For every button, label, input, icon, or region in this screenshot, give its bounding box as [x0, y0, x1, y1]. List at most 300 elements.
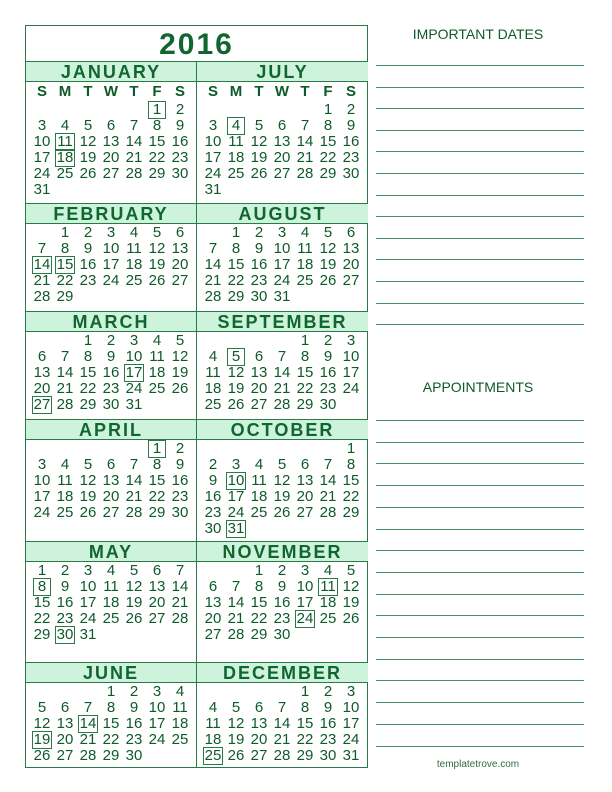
calendar-date: 30 [250, 288, 268, 305]
weekday-label: F [152, 83, 162, 100]
month-name: JULY [197, 61, 368, 82]
month-november [197, 541, 368, 662]
calendar-date: 22 [56, 272, 74, 289]
calendar-date: 3 [346, 683, 356, 700]
weekday-label: S [174, 83, 185, 100]
calendar-date: 26 [342, 610, 360, 627]
calendar-date: 12 [319, 240, 337, 257]
calendar-date: 22 [342, 488, 360, 505]
calendar-date: 4 [129, 224, 139, 241]
calendar-date: 20 [250, 380, 268, 397]
month-august [197, 203, 368, 311]
calendar-date: 27 [102, 165, 120, 182]
calendar-date: 8 [152, 117, 162, 134]
calendar-date: 19 [319, 256, 337, 273]
month-february [26, 203, 196, 311]
calendar-date: 11 [103, 578, 119, 595]
calendar-date: 7 [231, 578, 241, 595]
calendar-date: 3 [300, 562, 310, 579]
calendar-date: 26 [148, 272, 166, 289]
calendar-date: 5 [175, 332, 185, 349]
calendar-date: 10 [33, 133, 51, 150]
calendar-date: 16 [56, 594, 74, 611]
write-line [376, 529, 584, 530]
calendar-date: 26 [79, 504, 97, 521]
calendar-date: 13 [342, 240, 360, 257]
calendar-date: 24 [33, 165, 51, 182]
calendar-date: 18 [56, 488, 74, 505]
calendar-date: 4 [152, 332, 162, 349]
calendar-date: 20 [102, 149, 120, 166]
calendar-date: 8 [231, 240, 241, 257]
calendar-date: 11 [228, 133, 244, 150]
weekday-label: F [323, 83, 333, 100]
calendar-date: 27 [102, 504, 120, 521]
calendar-date: 2 [277, 562, 287, 579]
calendar-date: 1 [346, 440, 356, 457]
calendar-date: 31 [204, 181, 222, 198]
calendar-date: 10 [296, 578, 314, 595]
weekday-label: M [229, 83, 243, 100]
calendar-date: 26 [33, 747, 51, 764]
calendar-date: 17 [79, 594, 97, 611]
calendar-date: 16 [79, 256, 97, 273]
write-line [376, 659, 584, 660]
appointments-title: APPOINTMENTS [422, 379, 534, 395]
calendar-date: 30 [204, 520, 222, 537]
calendar-date: 10 [79, 578, 97, 595]
calendar-date: 7 [323, 456, 333, 473]
calendar-date: 12 [79, 472, 97, 489]
calendar-date: 21 [79, 731, 97, 748]
calendar-date: 12 [273, 472, 291, 489]
calendar-date: 8 [152, 456, 162, 473]
calendar-date: 9 [323, 699, 333, 716]
calendar-date: 7 [208, 240, 218, 257]
calendar-date: 9 [175, 117, 185, 134]
calendar-date: 20 [296, 488, 314, 505]
calendar-date: 29 [79, 396, 97, 413]
month-january [26, 61, 196, 203]
calendar-date: 18 [125, 256, 143, 273]
calendar-date: 14 [273, 715, 291, 732]
calendar-date: 30 [273, 626, 291, 643]
calendar-date: 27 [250, 747, 268, 764]
calendar-date: 19 [125, 594, 143, 611]
calendar-date: 26 [125, 610, 143, 627]
calendar-date: 22 [296, 380, 314, 397]
calendar-date: 28 [273, 396, 291, 413]
write-line [376, 702, 584, 703]
calendar-date: 16 [250, 256, 268, 273]
calendar-date: 13 [148, 578, 166, 595]
calendar-date: 3 [83, 562, 93, 579]
calendar-date: 7 [277, 699, 287, 716]
write-line [376, 507, 584, 508]
write-line [376, 65, 584, 66]
calendar-date: 5 [83, 456, 93, 473]
calendar-date: 9 [254, 240, 264, 257]
calendar-date: 17 [227, 488, 245, 505]
calendar-date: 10 [342, 699, 360, 716]
calendar-date: 2 [175, 101, 185, 118]
calendar-date: 6 [277, 117, 287, 134]
calendar-date: 3 [152, 683, 162, 700]
highlighted-date: 1 [147, 102, 167, 118]
calendar-date: 21 [273, 731, 291, 748]
calendar-date: 16 [125, 715, 143, 732]
calendar-date: 15 [148, 472, 166, 489]
calendar-date: 2 [175, 440, 185, 457]
calendar-date: 2 [254, 224, 264, 241]
calendar-date: 26 [319, 272, 337, 289]
calendar-date: 25 [204, 396, 222, 413]
calendar-date: 9 [83, 240, 93, 257]
calendar-date: 22 [79, 380, 97, 397]
calendar-date: 26 [79, 165, 97, 182]
calendar-date: 29 [148, 504, 166, 521]
calendar-date: 16 [273, 594, 291, 611]
write-line [376, 195, 584, 196]
calendar-date: 23 [102, 380, 120, 397]
calendar-date: 7 [60, 348, 70, 365]
calendar-date: 16 [319, 364, 337, 381]
calendar-date: 4 [60, 117, 70, 134]
calendar-date: 5 [152, 224, 162, 241]
calendar-date: 3 [37, 456, 47, 473]
calendar-date: 23 [342, 149, 360, 166]
calendar-date: 16 [171, 472, 189, 489]
month-name: NOVEMBER [197, 541, 368, 562]
calendar-date: 7 [300, 117, 310, 134]
calendar-date: 3 [37, 117, 47, 134]
calendar-date: 16 [204, 488, 222, 505]
calendar-date: 23 [204, 504, 222, 521]
weekday-label: T [254, 83, 264, 100]
calendar-date: 31 [342, 747, 360, 764]
calendar-date: 15 [250, 594, 268, 611]
calendar-date: 29 [342, 504, 360, 521]
write-line [376, 238, 584, 239]
calendar-date: 15 [319, 133, 337, 150]
month-name: AUGUST [197, 203, 368, 224]
calendar-date: 22 [102, 731, 120, 748]
calendar-date: 4 [300, 224, 310, 241]
calendar-date: 21 [125, 488, 143, 505]
calendar-date: 21 [227, 610, 245, 627]
calendar-date: 4 [175, 683, 185, 700]
calendar-date: 24 [125, 380, 143, 397]
calendar-date: 19 [171, 364, 189, 381]
calendar-date: 5 [323, 224, 333, 241]
calendar-date: 1 [83, 332, 93, 349]
calendar-date: 9 [277, 578, 287, 595]
write-line [376, 87, 584, 88]
band-divider [26, 203, 367, 204]
highlighted-date: 19 [33, 731, 51, 748]
write-line [376, 724, 584, 725]
calendar-date: 18 [171, 715, 189, 732]
calendar-date: 6 [106, 117, 116, 134]
calendar-date: 30 [319, 747, 337, 764]
calendar-date: 24 [273, 272, 291, 289]
calendar-date: 10 [342, 348, 360, 365]
calendar-date: 17 [273, 256, 291, 273]
calendar-date: 29 [33, 626, 51, 643]
calendar-date: 5 [37, 699, 47, 716]
calendar-date: 24 [79, 610, 97, 627]
write-line [376, 216, 584, 217]
calendar-date: 8 [323, 117, 333, 134]
calendar-date: 26 [227, 747, 245, 764]
band-divider [26, 419, 367, 420]
calendar-date: 15 [227, 256, 245, 273]
highlighted-date: 4 [226, 118, 246, 134]
calendar-date: 2 [323, 332, 333, 349]
calendar-date: 18 [102, 594, 120, 611]
calendar-date: 13 [171, 240, 189, 257]
notes-column [372, 0, 584, 792]
calendar-date: 10 [102, 240, 120, 257]
highlighted-date: 10 [227, 472, 245, 489]
calendar-date: 28 [319, 504, 337, 521]
calendar-date: 4 [60, 456, 70, 473]
month-name: APRIL [26, 419, 196, 440]
calendar-date: 27 [56, 747, 74, 764]
calendar-date: 28 [125, 504, 143, 521]
month-april [26, 419, 196, 541]
calendar-date: 24 [102, 272, 120, 289]
calendar-date: 1 [323, 101, 333, 118]
calendar-date: 15 [296, 715, 314, 732]
calendar-date: 29 [250, 626, 268, 643]
calendar-date: 6 [152, 562, 162, 579]
calendar-date: 2 [83, 224, 93, 241]
write-line [376, 637, 584, 638]
calendar-date: 29 [56, 288, 74, 305]
calendar-date: 31 [125, 396, 143, 413]
calendar-date: 25 [171, 731, 189, 748]
calendar-date: 29 [319, 165, 337, 182]
calendar-date: 27 [171, 272, 189, 289]
calendar-date: 12 [33, 715, 51, 732]
calendar-date: 8 [346, 456, 356, 473]
calendar-date: 30 [171, 504, 189, 521]
calendar-date: 26 [273, 504, 291, 521]
calendar-date: 2 [129, 683, 139, 700]
calendar-date: 12 [342, 578, 360, 595]
calendar-date: 23 [250, 272, 268, 289]
highlighted-date: 27 [33, 396, 51, 413]
calendar-date: 14 [56, 364, 74, 381]
month-name: DECEMBER [197, 662, 368, 683]
calendar-date: 6 [175, 224, 185, 241]
calendar-date: 28 [296, 165, 314, 182]
calendar-date: 24 [204, 165, 222, 182]
write-line [376, 442, 584, 443]
calendar-date: 24 [342, 731, 360, 748]
calendar-date: 9 [60, 578, 70, 595]
calendar-date: 2 [346, 101, 356, 118]
calendar-date: 4 [208, 348, 218, 365]
calendar-date: 12 [125, 578, 143, 595]
weekday-label: W [103, 83, 119, 100]
calendar-date: 9 [175, 456, 185, 473]
month-july [197, 61, 368, 203]
calendar-date: 6 [300, 456, 310, 473]
calendar-date: 7 [37, 240, 47, 257]
calendar-date: 5 [277, 456, 287, 473]
calendar-date: 12 [148, 240, 166, 257]
highlighted-date: 8 [32, 579, 52, 595]
calendar-date: 15 [342, 472, 360, 489]
calendar-date: 15 [102, 715, 120, 732]
weekday-label: T [83, 83, 93, 100]
calendar-date: 30 [102, 396, 120, 413]
calendar-date: 28 [79, 747, 97, 764]
calendar-date: 14 [319, 472, 337, 489]
highlighted-date: 30 [56, 626, 74, 643]
calendar-date: 8 [60, 240, 70, 257]
calendar-date: 11 [297, 240, 313, 257]
calendar-date: 26 [171, 380, 189, 397]
calendar-date: 18 [296, 256, 314, 273]
calendar-date: 7 [83, 699, 93, 716]
calendar-date: 25 [296, 272, 314, 289]
calendar-date: 23 [56, 610, 74, 627]
calendar-date: 18 [148, 364, 166, 381]
calendar-date: 16 [171, 133, 189, 150]
calendar-date: 21 [296, 149, 314, 166]
calendar-date: 26 [250, 165, 268, 182]
calendar-date: 3 [129, 332, 139, 349]
calendar-date: 19 [79, 149, 97, 166]
calendar-date: 25 [227, 165, 245, 182]
calendar-date: 4 [208, 699, 218, 716]
calendar-date: 5 [83, 117, 93, 134]
calendar-date: 3 [346, 332, 356, 349]
highlighted-date: 14 [33, 256, 51, 273]
calendar-date: 24 [33, 504, 51, 521]
calendar-date: 31 [273, 288, 291, 305]
weekday-label: S [207, 83, 218, 100]
month-name: SEPTEMBER [197, 311, 368, 332]
calendar-date: 21 [56, 380, 74, 397]
calendar-date: 16 [342, 133, 360, 150]
calendar-date: 18 [204, 731, 222, 748]
calendar-date: 24 [342, 380, 360, 397]
calendar-date: 20 [148, 594, 166, 611]
calendar-date: 29 [296, 747, 314, 764]
calendar-date: 22 [33, 610, 51, 627]
highlighted-date: 24 [296, 610, 314, 627]
calendar-date: 25 [319, 610, 337, 627]
band-divider [26, 311, 367, 312]
write-line [376, 173, 584, 174]
calendar-date: 17 [204, 149, 222, 166]
calendar-date: 21 [273, 380, 291, 397]
highlighted-date: 14 [79, 715, 97, 732]
calendar-date: 11 [205, 715, 221, 732]
month-name: JANUARY [26, 61, 196, 82]
write-line [376, 259, 584, 260]
calendar-date: 20 [273, 149, 291, 166]
calendar-date: 29 [102, 747, 120, 764]
calendar-date: 21 [319, 488, 337, 505]
calendar-date: 20 [250, 731, 268, 748]
write-line [376, 572, 584, 573]
weekday-label: M [58, 83, 72, 100]
calendar-date: 23 [171, 149, 189, 166]
calendar-date: 18 [319, 594, 337, 611]
calendar-date: 7 [175, 562, 185, 579]
calendar-date: 29 [148, 165, 166, 182]
calendar-date: 6 [37, 348, 47, 365]
month-name: OCTOBER [197, 419, 368, 440]
calendar-date: 17 [102, 256, 120, 273]
calendar-date: 28 [125, 165, 143, 182]
calendar-date: 10 [204, 133, 222, 150]
calendar-date: 17 [296, 594, 314, 611]
calendar-date: 12 [227, 715, 245, 732]
write-line [376, 130, 584, 131]
calendar-date: 4 [323, 562, 333, 579]
calendar-date: 20 [102, 488, 120, 505]
highlighted-date: 31 [227, 520, 245, 537]
calendar-date: 6 [254, 348, 264, 365]
calendar-date: 5 [254, 117, 264, 134]
write-line [376, 108, 584, 109]
calendar-date: 29 [227, 288, 245, 305]
calendar-date: 31 [33, 181, 51, 198]
calendar-date: 17 [148, 715, 166, 732]
month-name: JUNE [26, 662, 196, 683]
calendar-date: 25 [148, 380, 166, 397]
calendar-date: 8 [300, 348, 310, 365]
calendar-date: 19 [227, 380, 245, 397]
band-divider [26, 662, 367, 663]
write-line [376, 615, 584, 616]
calendar-date: 23 [171, 488, 189, 505]
calendar-date: 12 [250, 133, 268, 150]
calendar-date: 30 [125, 747, 143, 764]
calendar-date: 25 [56, 504, 74, 521]
calendar-date: 28 [33, 288, 51, 305]
calendar-date: 31 [79, 626, 97, 643]
write-line [376, 746, 584, 747]
calendar-date: 1 [37, 562, 47, 579]
weekday-label: T [129, 83, 139, 100]
calendar-date: 11 [205, 364, 221, 381]
calendar-date: 6 [60, 699, 70, 716]
calendar-date: 25 [125, 272, 143, 289]
calendar-date: 2 [208, 456, 218, 473]
calendar-date: 15 [296, 364, 314, 381]
year-title: 2016 [159, 28, 234, 61]
calendar-date: 3 [208, 117, 218, 134]
weekday-label: T [300, 83, 310, 100]
calendar-date: 13 [296, 472, 314, 489]
calendar-date: 15 [148, 133, 166, 150]
calendar-date: 6 [346, 224, 356, 241]
calendar-date: 7 [129, 117, 139, 134]
calendar-date: 14 [227, 594, 245, 611]
calendar-date: 10 [125, 348, 143, 365]
calendar-date: 21 [171, 594, 189, 611]
calendar-date: 11 [57, 472, 73, 489]
calendar-date: 14 [296, 133, 314, 150]
calendar-date: 2 [60, 562, 70, 579]
